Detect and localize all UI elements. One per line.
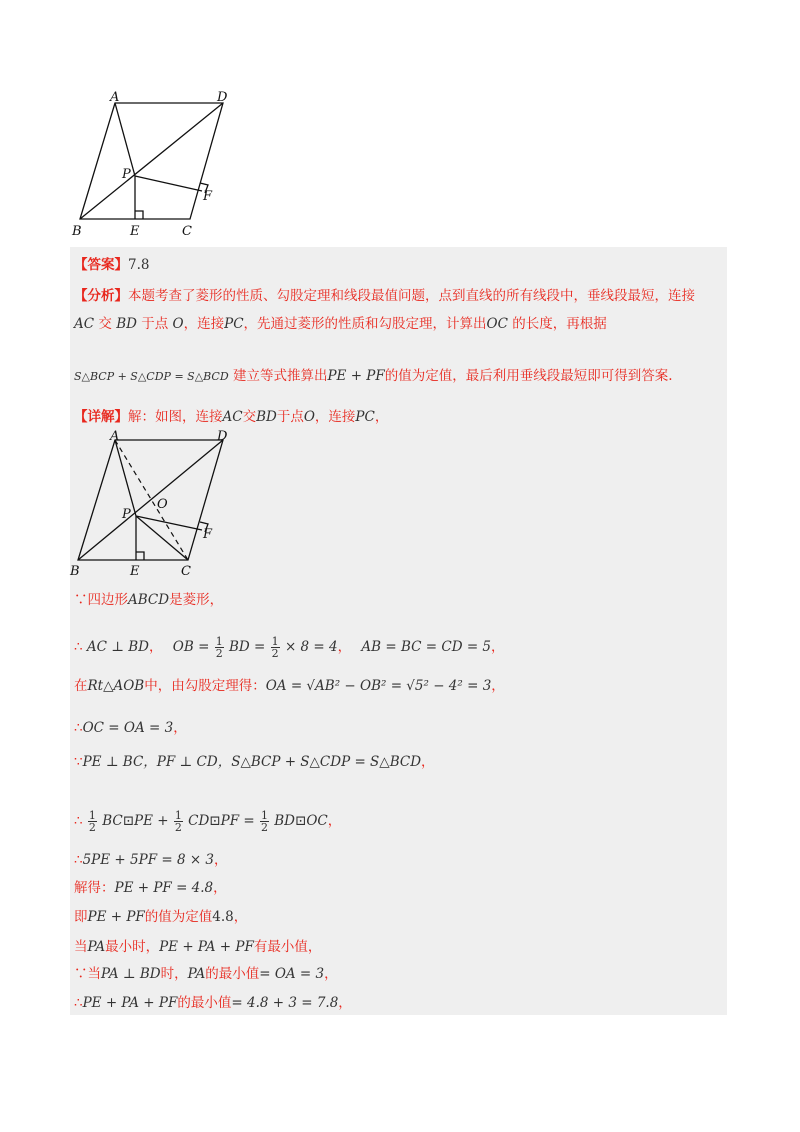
step-6	[74, 806, 341, 836]
math-perp: AC ⊥ BD	[86, 639, 149, 655]
math-pa: PA	[187, 966, 206, 982]
text: ，连接	[183, 316, 225, 332]
text: 解：如图，连接	[128, 409, 223, 425]
text: ∵四边形	[74, 592, 128, 608]
math-value: × 8 = 4	[284, 639, 338, 655]
math-o: O	[303, 409, 315, 425]
therefore: ∴	[74, 813, 83, 829]
math-ac: AC	[74, 316, 95, 332]
vertex-b-label: B	[70, 564, 80, 579]
fraction-half: $\frac{1}{2}$	[174, 809, 182, 834]
text: ，	[338, 995, 352, 1011]
text: ，	[149, 639, 163, 655]
math-conditions: PE ⊥ BC，PF ⊥ CD，S△BCP + S△CDP = S△BCD	[82, 754, 422, 770]
vertex-a-label: A	[110, 429, 120, 444]
vertex-c-label: C	[182, 224, 192, 239]
therefore: ∴	[74, 995, 83, 1011]
math-ac: AC	[222, 409, 243, 425]
math-term: CD⊡PF =	[188, 813, 255, 829]
text: ，连接	[314, 409, 356, 425]
math-value: 4.8	[212, 909, 234, 925]
point-f-label: F	[203, 189, 213, 204]
answer-tag: 【答案】	[74, 257, 128, 273]
text: ，	[421, 754, 435, 770]
text: 于点	[276, 409, 304, 425]
rhombus-figure-1	[60, 88, 230, 244]
math-value: = OA = 3	[259, 966, 325, 982]
analysis-line-2	[74, 314, 607, 334]
text: 当	[74, 939, 88, 955]
text: ，	[491, 678, 505, 694]
therefore: ∴	[74, 852, 83, 868]
math-term: BD⊡OC	[274, 813, 328, 829]
math-result: PE + PF = 4.8	[114, 880, 214, 896]
analysis-line-3	[74, 366, 673, 387]
text: ，	[214, 852, 228, 868]
text: 是菱形，	[169, 592, 224, 608]
math-pe-pf: PE + PF	[327, 368, 385, 384]
step-5	[74, 752, 435, 772]
text: ，	[324, 966, 338, 982]
vertex-d-label: D	[217, 429, 228, 444]
text: 交	[94, 316, 117, 332]
text: ∵当	[74, 966, 101, 982]
step-8	[74, 878, 227, 898]
step-10	[74, 937, 321, 957]
step-7	[74, 850, 228, 870]
math-o: O	[172, 316, 184, 332]
step-12	[74, 993, 352, 1013]
point-f-label: F	[203, 527, 213, 542]
text: ，	[173, 720, 187, 736]
text: ，	[327, 813, 342, 829]
detail-tag: 【详解】	[74, 409, 128, 425]
math-pe-pf: PE + PF	[87, 909, 145, 925]
point-o-label: O	[157, 497, 168, 512]
text: 的值为定值	[144, 909, 213, 925]
analysis-tag: 【分析】	[74, 288, 128, 304]
math-oc: OC	[486, 316, 508, 332]
math-sum: PE + PA + PF	[82, 995, 178, 1011]
math-pythagoras: OA = √AB² − OB² = √5² − 4² = 3	[265, 678, 492, 694]
math-sum: PE + PA + PF	[159, 939, 254, 955]
math-term: BC⊡PE +	[102, 813, 169, 829]
math-perp: PA ⊥ BD	[101, 966, 161, 982]
text: 的最小值	[205, 966, 260, 982]
text: ，	[233, 909, 248, 925]
text: 于点	[136, 316, 173, 332]
math-bd: BD	[256, 409, 277, 425]
math-ob: OB =	[172, 639, 210, 655]
point-p-label: P	[122, 167, 131, 182]
fraction-half: $\frac{1}{2}$	[271, 635, 279, 660]
text: 中，由勾股定理得：	[144, 678, 266, 694]
math-bd: BD =	[228, 639, 266, 655]
text: 在	[74, 678, 88, 694]
math-bd: BD	[116, 316, 137, 332]
math-abcd: ABCD	[128, 592, 170, 608]
text: ，	[491, 639, 505, 655]
because: ∵	[74, 754, 83, 770]
text: 建立等式推算出	[232, 368, 328, 384]
point-e-label: E	[130, 224, 140, 239]
step-9	[74, 907, 247, 927]
step-4	[74, 718, 187, 738]
vertex-c-label: C	[181, 564, 191, 579]
text: 即	[74, 909, 88, 925]
math-final: = 4.8 + 3 = 7.8	[231, 995, 339, 1011]
text: 的值为定值，最后利用垂线段最短即可得到答案.	[384, 368, 673, 384]
text: ，	[337, 639, 352, 655]
fraction-half: $\frac{1}{2}$	[88, 809, 96, 834]
text: ，先通过菱形的性质和勾股定理，计算出	[243, 316, 487, 332]
text: 交	[242, 409, 257, 425]
text: 的长度，再根据	[507, 316, 607, 332]
point-e-label: E	[130, 564, 140, 579]
step-3	[74, 676, 505, 696]
text: 时，	[160, 966, 188, 982]
text: ，	[213, 880, 227, 896]
math-pc: PC	[355, 409, 375, 425]
math-equation: 5PE + 5PF = 8 × 3	[82, 852, 215, 868]
fraction-half: $\frac{1}{2}$	[215, 635, 223, 660]
therefore: ∴	[74, 639, 83, 655]
text: ，	[374, 409, 389, 425]
point-p-label: P	[122, 507, 131, 522]
text: 最小时，	[105, 939, 160, 955]
vertex-d-label: D	[217, 90, 228, 105]
math-triangle: Rt△AOB	[87, 678, 145, 694]
step-11	[74, 964, 338, 984]
step-1	[74, 590, 223, 610]
fraction-half: $\frac{1}{2}$	[260, 809, 268, 834]
area-formula: S△BCP + S△CDP = S△BCD	[74, 370, 229, 383]
answer-line	[74, 255, 149, 275]
text: 解得：	[74, 880, 115, 896]
math-sides: AB = BC = CD = 5	[361, 639, 492, 655]
therefore: ∴	[74, 720, 83, 736]
text: 的最小值	[177, 995, 232, 1011]
answer-value: 7.8	[128, 257, 150, 273]
analysis-text-1: 本题考查了菱形的性质、勾股定理和线段最值问题，点到直线的所有线段中，垂线段最短，连接	[128, 288, 695, 304]
analysis-line-1	[74, 286, 695, 306]
solution-panel	[70, 247, 727, 1015]
math-pa: PA	[87, 939, 106, 955]
math-pc: PC	[224, 316, 244, 332]
vertex-a-label: A	[110, 90, 120, 105]
text: 有最小值，	[253, 939, 322, 955]
math-oc: OC = OA = 3	[82, 720, 174, 736]
step-2	[74, 632, 505, 662]
vertex-b-label: B	[72, 224, 82, 239]
rhombus-figure-2	[60, 428, 230, 584]
detail-intro	[74, 407, 388, 427]
